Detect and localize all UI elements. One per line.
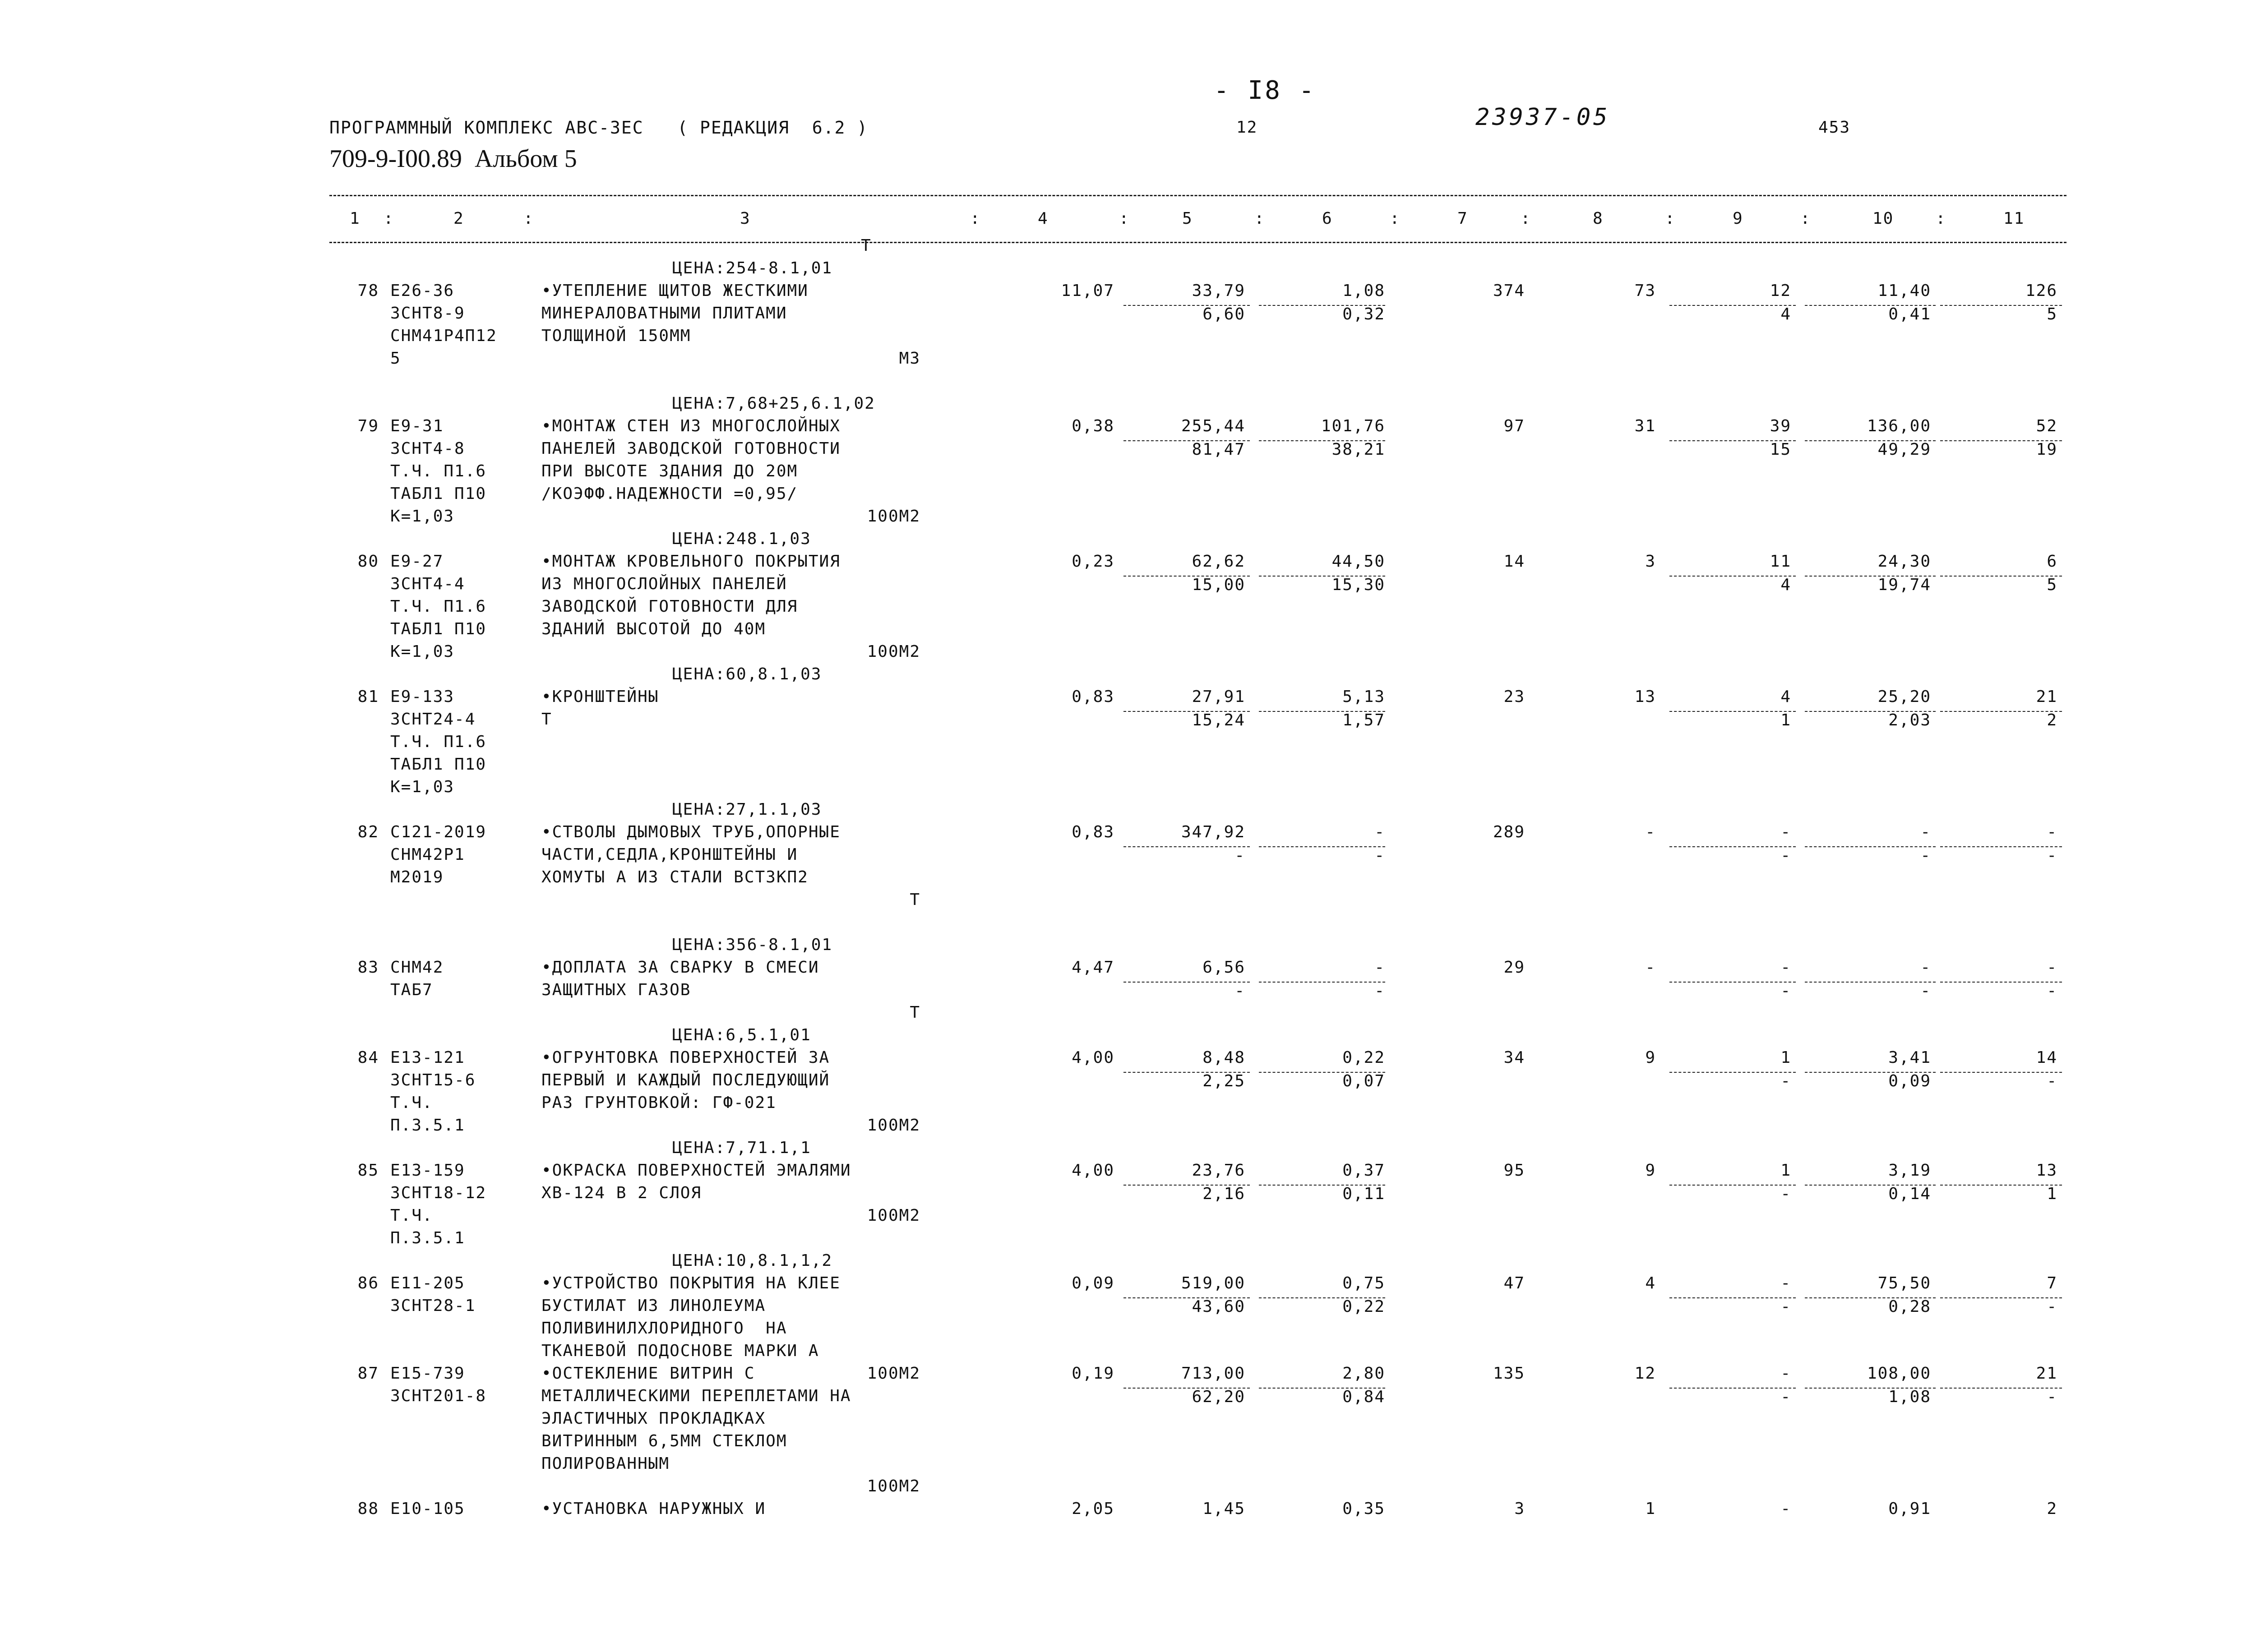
work-description: ПАНЕЛЕЙ ЗАВОДСКОЙ ГОТОВНОСТИ [541, 439, 841, 458]
col-8-value: 4 [1645, 1274, 1656, 1292]
col-9-value: 1 [1780, 1048, 1791, 1067]
resource-code: П.3.5.1 [390, 1116, 465, 1135]
price-line: ЦЕНА:254-8.1,01 [672, 259, 833, 277]
resource-code: ЗСНТ28-1 [390, 1297, 476, 1315]
col-6-value: 44,50 [1331, 552, 1385, 571]
resource-code: ТАБЛ1 П10 [390, 485, 487, 503]
unit-label: Т [861, 236, 872, 255]
col-8-value: - [1645, 958, 1656, 977]
column-header-8: 8 [1593, 209, 1604, 228]
column-header-4: 4 [1038, 209, 1049, 228]
resource-code: Т.Ч. П1.6 [390, 733, 487, 751]
col-11-sub-value: 19 [2036, 440, 2057, 459]
col-6-value: - [1374, 823, 1385, 841]
col-4-value: 4,00 [1072, 1048, 1114, 1067]
col-11-sub-value: 5 [2047, 305, 2057, 323]
col-6-sub-value: 0,11 [1342, 1185, 1385, 1203]
col-9-value: - [1780, 823, 1791, 841]
work-description: МИНЕРАЛОВАТНЫМИ ПЛИТАМИ [541, 304, 787, 323]
col-5-value: 347,92 [1181, 823, 1245, 841]
col-9-value: - [1780, 958, 1791, 977]
col-9-value: 39 [1770, 417, 1791, 435]
col-4-value: 2,05 [1072, 1500, 1114, 1518]
header-col-453: 453 [1818, 118, 1851, 137]
col-6-value: 1,08 [1342, 281, 1385, 300]
col-7-value: 374 [1493, 281, 1525, 300]
work-description: ТОЛЩИНОЙ 150ММ [541, 327, 691, 345]
col-10-value: 25,20 [1877, 688, 1931, 706]
column-separator: : [1936, 209, 1946, 228]
col-7-value: 289 [1493, 823, 1525, 841]
price-line: ЦЕНА:6,5.1,01 [672, 1026, 811, 1044]
resource-code: Е9-27 [390, 552, 444, 571]
col-10-sub-value: 0,14 [1888, 1185, 1931, 1203]
col-4-value: 11,07 [1061, 281, 1114, 300]
work-description: •СТВОЛЫ ДЫМОВЫХ ТРУБ,ОПОРНЫЕ [541, 823, 841, 841]
col-6-value: 101,76 [1321, 417, 1385, 435]
resource-code: Т.Ч. [390, 1094, 433, 1112]
col-10-value: 136,00 [1867, 417, 1931, 435]
col-10-sub-value: 2,03 [1888, 711, 1931, 729]
col-5-sub-value: 62,20 [1192, 1388, 1245, 1406]
column-separator: : [1665, 209, 1676, 228]
col-10-sub-value: 1,08 [1888, 1388, 1931, 1406]
column-header-10: 10 [1872, 209, 1894, 228]
resource-code: СНМ42Р1 [390, 845, 465, 864]
resource-code: ТАБЛ1 П10 [390, 620, 487, 638]
col-10-sub-value: 0,41 [1888, 305, 1931, 323]
col-6-value: 2,80 [1342, 1364, 1385, 1383]
row-number: 85 [357, 1161, 379, 1180]
col-11-sub-value: - [2047, 1388, 2057, 1406]
unit-label: 100М2 [867, 507, 920, 526]
col-4-value: 0,38 [1072, 417, 1114, 435]
col-6-sub-value: 0,32 [1342, 305, 1385, 323]
col-5-sub-value: 6,60 [1202, 305, 1245, 323]
work-description: ПРИ ВЫСОТЕ ЗДАНИЯ ДО 20М [541, 462, 798, 480]
resource-code: ЗСНТ4-4 [390, 575, 465, 593]
work-description: ИЗ МНОГОСЛОЙНЫХ ПАНЕЛЕЙ [541, 575, 787, 593]
col-11-sub-value: 1 [2047, 1185, 2057, 1203]
col-10-value: 3,19 [1888, 1161, 1931, 1180]
col-7-value: 34 [1503, 1048, 1525, 1067]
work-description: •ОСТЕКЛЕНИЕ ВИТРИН С [541, 1364, 755, 1383]
col-4-value: 0,23 [1072, 552, 1114, 571]
col-8-value: 13 [1634, 688, 1656, 706]
resource-code: Т.Ч. П1.6 [390, 597, 487, 616]
resource-code: М2019 [390, 868, 444, 886]
col-10-value: 11,40 [1877, 281, 1931, 300]
work-description: ХОМУТЫ А ИЗ СТАЛИ ВСТ3КП2 [541, 868, 809, 886]
row-number: 88 [357, 1500, 379, 1518]
page-number: - I8 - [1214, 76, 1316, 105]
col-5-sub-value: 2,16 [1202, 1185, 1245, 1203]
col-5-value: 713,00 [1181, 1364, 1245, 1383]
resource-code: ЗСНТ8-9 [390, 304, 465, 323]
work-description: •МОНТАЖ КРОВЕЛЬНОГО ПОКРЫТИЯ [541, 552, 841, 571]
unit-label: М3 [899, 349, 920, 368]
resource-code: 5 [390, 349, 401, 368]
work-description: ЗАВОДСКОЙ ГОТОВНОСТИ ДЛЯ [541, 597, 798, 616]
unit-label: 100М2 [867, 1364, 920, 1383]
unit-label: 100М2 [867, 1206, 920, 1225]
price-line: ЦЕНА:7,71.1,1 [672, 1139, 811, 1157]
col-8-value: 31 [1634, 417, 1656, 435]
resource-code: ЗСНТ4-8 [390, 439, 465, 458]
col-4-value: 0,09 [1072, 1274, 1114, 1292]
col-5-value: 6,56 [1202, 958, 1245, 977]
col-6-value: 0,37 [1342, 1161, 1385, 1180]
work-description: •ДОПЛАТА ЗА СВАРКУ В СМЕСИ [541, 958, 819, 977]
column-separator: : [1800, 209, 1811, 228]
col-11-sub-value: 2 [2047, 711, 2057, 729]
col-6-sub-value: - [1374, 982, 1385, 1000]
work-description: ХВ-124 В 2 СЛОЯ [541, 1184, 702, 1202]
col-7-value: 95 [1503, 1161, 1525, 1180]
row-number: 83 [357, 958, 379, 977]
album-title: 709-9-I00.89 Альбом 5 [329, 145, 577, 173]
col-6-value: 0,75 [1342, 1274, 1385, 1292]
col-11-sub-value: - [2047, 846, 2057, 865]
col-10-sub-value: 19,74 [1877, 576, 1931, 594]
row-number: 84 [357, 1048, 379, 1067]
col-11-value: 7 [2047, 1274, 2057, 1292]
col-10-value: - [1920, 823, 1931, 841]
col-9-sub-value: - [1780, 1297, 1791, 1316]
col-4-value: 0,19 [1072, 1364, 1114, 1383]
resource-code: К=1,03 [390, 778, 455, 796]
col-5-value: 27,91 [1192, 688, 1245, 706]
col-11-value: 21 [2036, 688, 2057, 706]
col-5-value: 33,79 [1192, 281, 1245, 300]
column-separator: : [1254, 209, 1265, 228]
col-7-value: 3 [1514, 1500, 1525, 1518]
col-8-value: - [1645, 823, 1656, 841]
col-6-value: - [1374, 958, 1385, 977]
resource-code: Е15-739 [390, 1364, 465, 1383]
col-4-value: 4,00 [1072, 1161, 1114, 1180]
col-6-sub-value: 0,07 [1342, 1072, 1385, 1090]
column-separator: : [384, 209, 394, 228]
col-11-value: - [2047, 958, 2057, 977]
col-6-sub-value: 1,57 [1342, 711, 1385, 729]
col-7-value: 97 [1503, 417, 1525, 435]
row-number: 86 [357, 1274, 379, 1292]
col-11-sub-value: 5 [2047, 576, 2057, 594]
col-8-value: 9 [1645, 1161, 1656, 1180]
col-8-value: 73 [1634, 281, 1656, 300]
work-description: БУСТИЛАТ ИЗ ЛИНОЛЕУМА [541, 1297, 766, 1315]
col-10-sub-value: - [1920, 846, 1931, 865]
resource-code: Т.Ч. П1.6 [390, 462, 487, 480]
header-col-12: 12 [1236, 118, 1258, 137]
work-description: •УТЕПЛЕНИЕ ЩИТОВ ЖЕСТКИМИ [541, 281, 809, 300]
col-6-sub-value: 0,22 [1342, 1297, 1385, 1316]
col-9-sub-value: - [1780, 982, 1791, 1000]
resource-code: К=1,03 [390, 642, 455, 661]
column-separator: : [1390, 209, 1401, 228]
column-header-11: 11 [2003, 209, 2025, 228]
col-9-value: 1 [1780, 1161, 1791, 1180]
col-9-sub-value: 4 [1780, 305, 1791, 323]
col-10-value: 75,50 [1877, 1274, 1931, 1292]
col-5-sub-value: 2,25 [1202, 1072, 1245, 1090]
unit-label: 100М2 [867, 642, 920, 661]
col-7-value: 135 [1493, 1364, 1525, 1383]
unit-label: Т [910, 891, 920, 909]
col-4-value: 0,83 [1072, 688, 1114, 706]
col-10-sub-value: 49,29 [1877, 440, 1931, 459]
col-11-value: 21 [2036, 1364, 2057, 1383]
work-description: ТКАНЕВОЙ ПОДОСНОВЕ МАРКИ А [541, 1342, 819, 1360]
column-header-7: 7 [1457, 209, 1468, 228]
resource-code: Т.Ч. [390, 1206, 433, 1225]
work-description: ЭЛАСТИЧНЫХ ПРОКЛАДКАХ [541, 1409, 766, 1428]
work-description: РАЗ ГРУНТОВКОЙ: ГФ-021 [541, 1094, 777, 1112]
col-5-value: 62,62 [1192, 552, 1245, 571]
work-description: ПОЛИРОВАННЫМ [541, 1454, 670, 1473]
resource-code: СНМ42 [390, 958, 444, 977]
col-9-value: - [1780, 1500, 1791, 1518]
col-11-sub-value: - [2047, 982, 2057, 1000]
col-10-sub-value: 0,28 [1888, 1297, 1931, 1316]
work-description: ЗДАНИЙ ВЫСОТОЙ ДО 40М [541, 620, 766, 638]
col-11-value: 126 [2025, 281, 2057, 300]
col-7-value: 14 [1503, 552, 1525, 571]
work-description: •УСТРОЙСТВО ПОКРЫТИЯ НА КЛЕЕ [541, 1274, 841, 1292]
resource-code: П.3.5.1 [390, 1229, 465, 1247]
col-7-value: 29 [1503, 958, 1525, 977]
resource-code: ЗСНТ15-6 [390, 1071, 476, 1089]
row-number: 81 [357, 688, 379, 706]
unit-label: 100М2 [867, 1477, 920, 1495]
col-6-sub-value: - [1374, 846, 1385, 865]
col-5-sub-value: - [1234, 846, 1245, 865]
header-bottom-rule [329, 242, 2066, 243]
price-line: ЦЕНА:248.1,03 [672, 530, 811, 548]
col-5-value: 255,44 [1181, 417, 1245, 435]
col-5-sub-value: 15,00 [1192, 576, 1245, 594]
work-description: •ОГРУНТОВКА ПОВЕРХНОСТЕЙ ЗА [541, 1048, 830, 1067]
work-description: •УСТАНОВКА НАРУЖНЫХ И [541, 1500, 766, 1518]
row-number: 82 [357, 823, 379, 841]
col-5-sub-value: 15,24 [1192, 711, 1245, 729]
col-9-sub-value: - [1780, 1388, 1791, 1406]
col-9-value: 4 [1780, 688, 1791, 706]
col-11-value: 14 [2036, 1048, 2057, 1067]
column-header-1: 1 [350, 209, 361, 228]
resource-code: Е13-159 [390, 1161, 465, 1180]
work-description: МЕТАЛЛИЧЕСКИМИ ПЕРЕПЛЕТАМИ НА [541, 1387, 851, 1405]
col-5-sub-value: - [1234, 982, 1245, 1000]
col-6-value: 0,22 [1342, 1048, 1385, 1067]
work-description: •МОНТАЖ СТЕН ИЗ МНОГОСЛОЙНЫХ [541, 417, 841, 435]
resource-code: ТАБЛ1 П10 [390, 755, 487, 774]
column-header-3: 3 [740, 209, 751, 228]
col-10-value: - [1920, 958, 1931, 977]
column-separator: : [523, 209, 534, 228]
work-description: ЗАЩИТНЫХ ГАЗОВ [541, 981, 691, 999]
resource-code: Е10-105 [390, 1500, 465, 1518]
col-5-value: 519,00 [1181, 1274, 1245, 1292]
work-description: /КОЭФФ.НАДЕЖНОСТИ =0,95/ [541, 485, 798, 503]
col-6-sub-value: 15,30 [1331, 576, 1385, 594]
work-description: Т [541, 710, 552, 729]
col-7-value: 23 [1503, 688, 1525, 706]
resource-code: СНМ41Р4П12 [390, 327, 497, 345]
col-9-sub-value: - [1780, 1072, 1791, 1090]
col-5-sub-value: 81,47 [1192, 440, 1245, 459]
col-10-value: 108,00 [1867, 1364, 1931, 1383]
col-11-sub-value: - [2047, 1297, 2057, 1316]
col-8-value: 3 [1645, 552, 1656, 571]
col-11-value: 13 [2036, 1161, 2057, 1180]
resource-code: ЗСНТ201-8 [390, 1387, 487, 1405]
col-11-value: 52 [2036, 417, 2057, 435]
col-7-value: 47 [1503, 1274, 1525, 1292]
col-11-sub-value: - [2047, 1072, 2057, 1090]
col-6-sub-value: 0,84 [1342, 1388, 1385, 1406]
document-code: 23937-05 [1475, 104, 1610, 131]
resource-code: Е9-133 [390, 688, 455, 706]
col-8-value: 12 [1634, 1364, 1656, 1383]
col-6-sub-value: 38,21 [1331, 440, 1385, 459]
resource-code: ТАБ7 [390, 981, 433, 999]
resource-code: С121-2019 [390, 823, 487, 841]
col-5-value: 1,45 [1202, 1500, 1245, 1518]
col-6-value: 5,13 [1342, 688, 1385, 706]
price-line: ЦЕНА:7,68+25,6.1,02 [672, 394, 875, 413]
column-header-9: 9 [1733, 209, 1743, 228]
col-9-sub-value: 1 [1780, 711, 1791, 729]
row-number: 79 [357, 417, 379, 435]
col-6-value: 0,35 [1342, 1500, 1385, 1518]
resource-code: Е26-36 [390, 281, 455, 300]
column-header-2: 2 [453, 209, 464, 228]
row-number: 87 [357, 1364, 379, 1383]
header-top-rule [329, 195, 2066, 196]
col-9-sub-value: - [1780, 1185, 1791, 1203]
col-9-sub-value: 4 [1780, 576, 1791, 594]
work-description: ПОЛИВИНИЛХЛОРИДНОГО НА [541, 1319, 787, 1338]
column-separator: : [970, 209, 981, 228]
column-header-5: 5 [1182, 209, 1193, 228]
work-description: •ОКРАСКА ПОВЕРХНОСТЕЙ ЭМАЛЯМИ [541, 1161, 851, 1180]
program-line: ПРОГРАММНЫЙ КОМПЛЕКС АВС-3ЕС ( РЕДАКЦИЯ 6.2 ) [329, 118, 869, 138]
resource-code: ЗСНТ18-12 [390, 1184, 487, 1202]
col-8-value: 9 [1645, 1048, 1656, 1067]
col-9-value: 11 [1770, 552, 1791, 571]
col-11-value: 6 [2047, 552, 2057, 571]
unit-label: 100М2 [867, 1116, 920, 1135]
resource-code: К=1,03 [390, 507, 455, 526]
work-description: •КРОНШТЕЙНЫ [541, 688, 659, 706]
col-5-sub-value: 43,60 [1192, 1297, 1245, 1316]
col-9-value: - [1780, 1364, 1791, 1383]
work-description: ВИТРИННЫМ 6,5ММ СТЕКЛОМ [541, 1432, 787, 1450]
col-9-sub-value: - [1780, 846, 1791, 865]
col-9-sub-value: 15 [1770, 440, 1791, 459]
column-separator: : [1521, 209, 1531, 228]
col-8-value: 1 [1645, 1500, 1656, 1518]
row-number: 80 [357, 552, 379, 571]
resource-code: Е9-31 [390, 417, 444, 435]
col-10-value: 3,41 [1888, 1048, 1931, 1067]
col-10-value: 0,91 [1888, 1500, 1931, 1518]
price-line: ЦЕНА:10,8.1,1,2 [672, 1251, 833, 1270]
col-11-value: 2 [2047, 1500, 2057, 1518]
col-10-sub-value: - [1920, 982, 1931, 1000]
column-header-6: 6 [1322, 209, 1333, 228]
resource-code: Е11-205 [390, 1274, 465, 1292]
work-description: ПЕРВЫЙ И КАЖДЫЙ ПОСЛЕДУЮЩИЙ [541, 1071, 830, 1089]
price-line: ЦЕНА:356-8.1,01 [672, 936, 833, 954]
col-11-value: - [2047, 823, 2057, 841]
column-separator: : [1119, 209, 1130, 228]
col-9-value: - [1780, 1274, 1791, 1292]
unit-label: Т [910, 1003, 920, 1022]
col-9-value: 12 [1770, 281, 1791, 300]
col-4-value: 4,47 [1072, 958, 1114, 977]
resource-code: Е13-121 [390, 1048, 465, 1067]
col-10-sub-value: 0,09 [1888, 1072, 1931, 1090]
resource-code: ЗСНТ24-4 [390, 710, 476, 729]
price-line: ЦЕНА:27,1.1,03 [672, 800, 822, 819]
col-4-value: 0,83 [1072, 823, 1114, 841]
work-description: ЧАСТИ,СЕДЛА,КРОНШТЕЙНЫ И [541, 845, 798, 864]
row-number: 78 [357, 281, 379, 300]
price-line: ЦЕНА:60,8.1,03 [672, 665, 822, 683]
col-5-value: 8,48 [1202, 1048, 1245, 1067]
col-5-value: 23,76 [1192, 1161, 1245, 1180]
col-10-value: 24,30 [1877, 552, 1931, 571]
